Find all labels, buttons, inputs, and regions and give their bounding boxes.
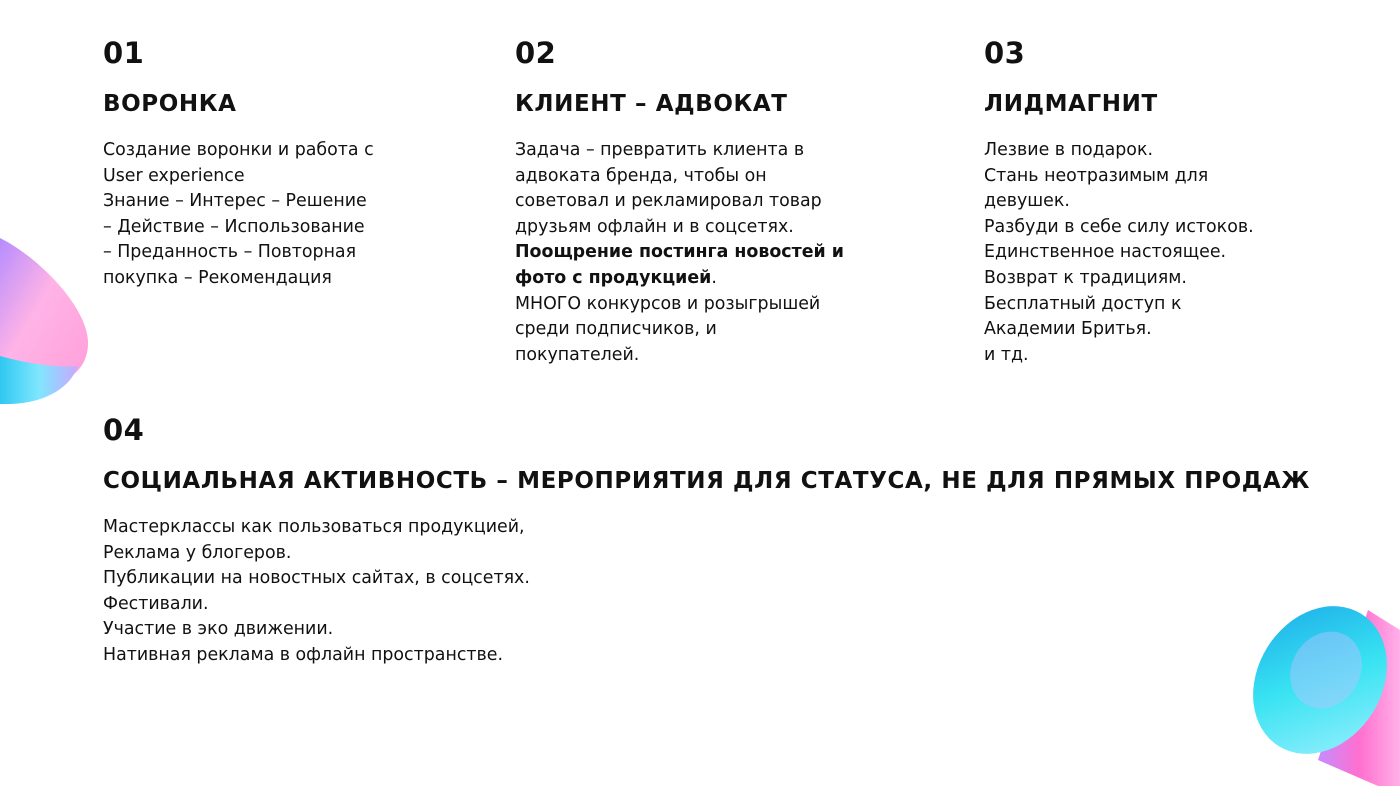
bold-text: Поощрение постинга новостей и [515,242,844,263]
section-number: 04 [103,413,145,447]
section-body [984,138,1254,368]
section-number: 03 [984,36,1026,70]
body-line: Возврат к традициям. [984,267,1187,288]
body-line: – Действие – Использование [103,216,365,237]
body-line: адвоката бренда, чтобы он [515,165,767,186]
body-line: друзьям офлайн и в соцсетях. [515,216,794,237]
section-title: ЛИДМАГНИТ [984,91,1158,117]
body-line: среди подписчиков, и [515,319,717,340]
body-line: Бесплатный доступ к [984,293,1182,314]
body-line: девушек. [984,191,1070,212]
punctuation: . [711,267,717,288]
body-line: Разбуди в себе силу истоков. [984,216,1254,237]
body-line: – Преданность – Повторная [103,242,357,263]
body-line: Академии Бритья. [984,319,1152,340]
holographic-cylinder-icon [1248,600,1400,786]
body-line: покупка – Рекомендация [103,267,332,288]
holographic-cone-icon [0,238,92,408]
body-line: Участие в эко движении. [103,619,334,640]
section-body [515,138,844,368]
body-line-bold [515,266,844,292]
section-title: СОЦИАЛЬНАЯ АКТИВНОСТЬ – МЕРОПРИЯТИЯ ДЛЯ СТАТУСА, НЕ ДЛЯ ПРЯМЫХ ПРОДАЖ [103,468,1310,494]
body-line: Нативная реклама в офлайн пространстве. [103,644,503,665]
body-line: Задача – превратить клиента в [515,140,805,160]
bold-text: фото с продукцией [515,267,712,288]
body-line: Фестивали. [103,593,209,614]
body-line: Лезвие в подарок. [984,140,1153,160]
body-line: Стань неотразимым для [984,165,1209,186]
body-line: User experience [103,165,245,186]
section-number: 02 [515,36,557,70]
body-line: покупателей. [515,344,640,365]
body-line: Мастерклассы как пользоваться продукцией, [103,517,525,537]
section-number: 01 [103,36,145,70]
body-line-bold [515,240,844,266]
section-body [103,138,374,292]
body-line: МНОГО конкурсов и розыгрышей [515,293,821,314]
body-line: Создание воронки и работа с [103,140,374,160]
body-line: Реклама у блогеров. [103,542,292,563]
body-line: и тд. [984,344,1029,365]
section-title: ВОРОНКА [103,91,237,117]
body-line: Единственное настоящее. [984,242,1227,263]
section-title: КЛИЕНТ – АДВОКАТ [515,91,788,117]
body-line: советовал и рекламировал товар [515,191,822,212]
body-line: Знание – Интерес – Решение [103,191,367,212]
section-body [103,515,530,669]
body-line: Публикации на новостных сайтах, в соцсетях. [103,568,530,589]
